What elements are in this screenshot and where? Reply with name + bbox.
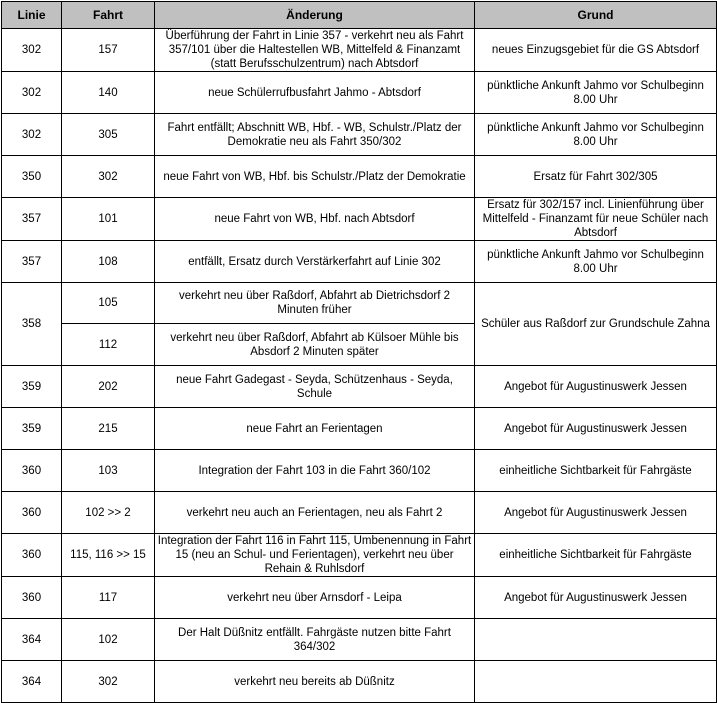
cell-fahrt: 105 [62, 283, 155, 324]
table-row [2, 198, 717, 241]
cell-fahrt: 102 [62, 619, 155, 661]
cell-grund [475, 619, 717, 661]
header-aenderung: Änderung [155, 2, 475, 29]
cell-aenderung: neue Fahrt von WB, Hbf. nach Abtsdorf [155, 198, 475, 241]
cell-grund: Schüler aus Raßdorf zur Grundschule Zahna [475, 283, 717, 366]
cell-fahrt: 302 [62, 661, 155, 703]
cell-aenderung: Integration der Fahrt 103 in die Fahrt 360/102 [155, 450, 475, 492]
cell-fahrt: 108 [62, 241, 155, 283]
cell-aenderung: verkehrt neu über Raßdorf, Abfahrt ab Külsoer Mühle bis Absdorf 2 Minuten später [155, 324, 475, 366]
table-row [2, 366, 717, 408]
header-fahrt: Fahrt [62, 2, 155, 29]
cell-linie: 350 [2, 156, 62, 198]
cell-linie: 359 [2, 408, 62, 450]
cell-fahrt: 102 >> 2 [62, 492, 155, 534]
cell-linie: 302 [2, 29, 62, 72]
cell-grund: Ersatz für Fahrt 302/305 [475, 156, 717, 198]
header-row [2, 2, 717, 29]
cell-linie: 360 [2, 577, 62, 619]
table-row [2, 156, 717, 198]
cell-aenderung: Fahrt entfällt; Abschnitt WB, Hbf. - WB, Schulstr./Platz der Demokratie neu als Fahrt 350/302 [155, 114, 475, 156]
cell-grund: Angebot für Augustinuswerk Jessen [475, 577, 717, 619]
cell-linie: 302 [2, 72, 62, 114]
table-row [2, 408, 717, 450]
cell-aenderung: verkehrt neu über Arnsdorf - Leipa [155, 577, 475, 619]
cell-grund: einheitliche Sichtbarkeit für Fahrgäste [475, 450, 717, 492]
cell-grund: Angebot für Augustinuswerk Jessen [475, 492, 717, 534]
cell-aenderung: Überführung der Fahrt in Linie 357 - verkehrt neu als Fahrt 357/101 über die Haltestellen WB, Mittelfeld & Finanzamt (statt Berufsschulzentrum) nach Abtsdorf [155, 29, 475, 72]
cell-linie: 364 [2, 661, 62, 703]
cell-fahrt: 117 [62, 577, 155, 619]
cell-linie: 302 [2, 114, 62, 156]
cell-aenderung: Integration der Fahrt 116 in Fahrt 115, Umbenennung in Fahrt 15 (neu an Schul- und Ferientagen), verkehrt neu über Rehain & Ruhlsdorf [155, 534, 475, 577]
cell-fahrt: 302 [62, 156, 155, 198]
cell-fahrt: 112 [62, 324, 155, 366]
table-row [2, 450, 717, 492]
table-row [2, 283, 717, 324]
changes-table [1, 1, 717, 703]
cell-aenderung: neue Schülerrufbusfahrt Jahmo - Abtsdorf [155, 72, 475, 114]
cell-grund: pünktliche Ankunft Jahmo vor Schulbeginn 8.00 Uhr [475, 114, 717, 156]
cell-grund: neues Einzugsgebiet für die GS Abtsdorf [475, 29, 717, 72]
cell-fahrt: 140 [62, 72, 155, 114]
cell-linie: 358 [2, 283, 62, 366]
cell-aenderung: verkehrt neu auch an Ferientagen, neu als Fahrt 2 [155, 492, 475, 534]
cell-grund [475, 661, 717, 703]
cell-linie: 360 [2, 450, 62, 492]
cell-linie: 359 [2, 366, 62, 408]
table-row [2, 114, 717, 156]
header-grund: Grund [475, 2, 717, 29]
cell-linie: 357 [2, 241, 62, 283]
cell-aenderung: entfällt, Ersatz durch Verstärkerfahrt auf Linie 302 [155, 241, 475, 283]
cell-grund: Angebot für Augustinuswerk Jessen [475, 408, 717, 450]
cell-fahrt: 215 [62, 408, 155, 450]
cell-fahrt: 157 [62, 29, 155, 72]
cell-aenderung: neue Fahrt von WB, Hbf. bis Schulstr./Platz der Demokratie [155, 156, 475, 198]
cell-aenderung: neue Fahrt an Ferientagen [155, 408, 475, 450]
table-row [2, 661, 717, 703]
cell-fahrt: 305 [62, 114, 155, 156]
cell-grund: pünktliche Ankunft Jahmo vor Schulbeginn 8.00 Uhr [475, 241, 717, 283]
cell-aenderung: neue Fahrt Gadegast - Seyda, Schützenhaus - Seyda, Schule [155, 366, 475, 408]
cell-fahrt: 115, 116 >> 15 [62, 534, 155, 577]
cell-grund: einheitliche Sichtbarkeit für Fahrgäste [475, 534, 717, 577]
header-linie: Linie [2, 2, 62, 29]
cell-linie: 360 [2, 534, 62, 577]
cell-grund: Ersatz für 302/157 incl. Linienführung über Mittelfeld - Finanzamt für neue Schüler nach Abtsdorf [475, 198, 717, 241]
cell-aenderung: Der Halt Düßnitz entfällt. Fahrgäste nutzen bitte Fahrt 364/302 [155, 619, 475, 661]
table-row [2, 619, 717, 661]
cell-fahrt: 103 [62, 450, 155, 492]
cell-linie: 364 [2, 619, 62, 661]
table-row [2, 577, 717, 619]
cell-linie: 360 [2, 492, 62, 534]
cell-linie: 357 [2, 198, 62, 241]
table-row [2, 492, 717, 534]
cell-grund: Angebot für Augustinuswerk Jessen [475, 366, 717, 408]
table-row [2, 29, 717, 72]
table-row [2, 241, 717, 283]
table-row [2, 72, 717, 114]
cell-fahrt: 202 [62, 366, 155, 408]
cell-fahrt: 101 [62, 198, 155, 241]
cell-grund: pünktliche Ankunft Jahmo vor Schulbeginn 8.00 Uhr [475, 72, 717, 114]
cell-aenderung: verkehrt neu bereits ab Düßnitz [155, 661, 475, 703]
cell-aenderung: verkehrt neu über Raßdorf, Abfahrt ab Dietrichsdorf 2 Minuten früher [155, 283, 475, 324]
table-row [2, 534, 717, 577]
